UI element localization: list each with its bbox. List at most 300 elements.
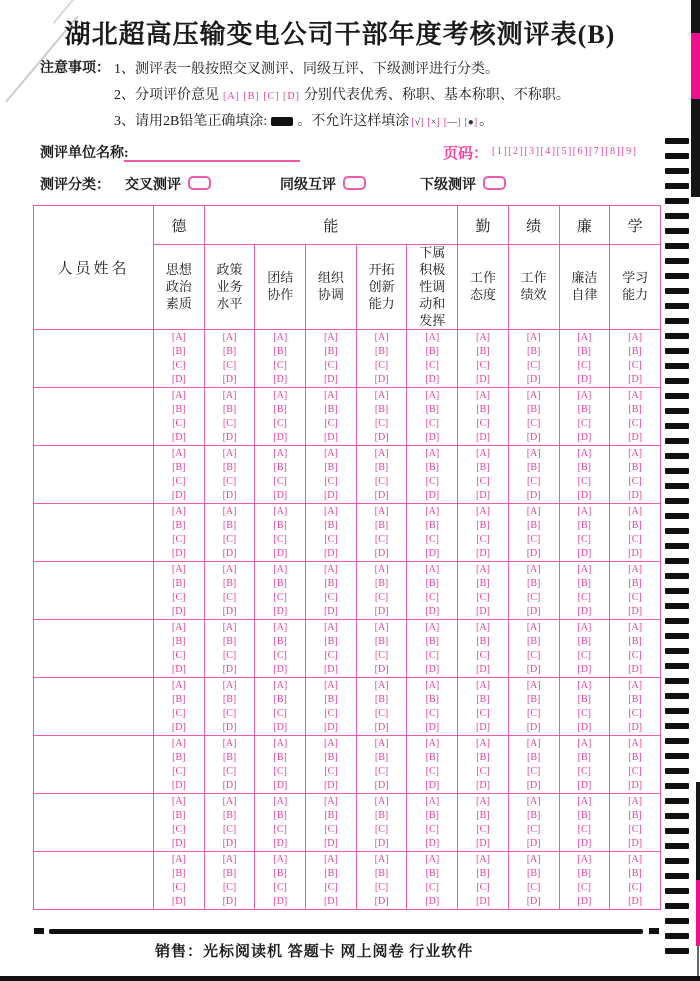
option-bubble[interactable]: [A] bbox=[526, 505, 541, 517]
option-bubble[interactable]: [D] bbox=[425, 431, 440, 443]
option-bubble[interactable]: [A] bbox=[222, 737, 237, 749]
option-bubble[interactable]: [B] bbox=[374, 345, 389, 357]
option-bubble[interactable]: [C] bbox=[577, 475, 592, 487]
option-bubble[interactable]: [A] bbox=[222, 505, 237, 517]
option-bubble[interactable]: [A] bbox=[425, 505, 440, 517]
option-bubble[interactable]: [D] bbox=[323, 489, 338, 501]
option-bubble[interactable]: [B] bbox=[222, 693, 237, 705]
option-bubble[interactable]: [A] bbox=[374, 621, 389, 633]
page-number-options[interactable]: [1][2][3][4][5][6][7][8][9] bbox=[492, 146, 638, 157]
option-bubble[interactable]: [C] bbox=[374, 823, 389, 835]
option-bubble[interactable]: [C] bbox=[628, 359, 642, 371]
option-bubble[interactable]: [B] bbox=[476, 635, 490, 647]
option-bubble[interactable]: [C] bbox=[476, 533, 490, 545]
option-bubble[interactable]: [C] bbox=[628, 475, 642, 487]
option-bubble[interactable]: [C] bbox=[273, 881, 287, 893]
option-bubble[interactable]: [B] bbox=[374, 867, 389, 879]
name-cell[interactable] bbox=[34, 736, 154, 794]
option-bubble[interactable]: [A] bbox=[273, 505, 288, 517]
option-bubble[interactable]: [B] bbox=[628, 403, 642, 415]
option-bubble[interactable]: [A] bbox=[526, 563, 541, 575]
option-bubble[interactable]: [A] bbox=[171, 679, 186, 691]
option-bubble[interactable]: [C] bbox=[324, 707, 338, 719]
option-bubble[interactable]: [B] bbox=[324, 403, 338, 415]
option-bubble[interactable]: [C] bbox=[222, 707, 237, 719]
option-bubble[interactable]: [D] bbox=[476, 373, 490, 385]
option-bubble[interactable]: [A] bbox=[323, 331, 338, 343]
option-bubble[interactable]: [D] bbox=[171, 605, 186, 617]
option-bubble[interactable]: [C] bbox=[577, 417, 592, 429]
option-bubble[interactable]: [B] bbox=[476, 577, 490, 589]
option-bubble[interactable]: [D] bbox=[273, 373, 288, 385]
option-bubble[interactable]: [D] bbox=[577, 605, 592, 617]
option-bubble[interactable]: [B] bbox=[172, 809, 186, 821]
option-bubble[interactable]: [A] bbox=[628, 853, 643, 865]
option-bubble[interactable]: [D] bbox=[425, 547, 440, 559]
option-bubble[interactable]: [C] bbox=[324, 591, 338, 603]
option-bubble[interactable]: [D] bbox=[374, 547, 389, 559]
option-bubble[interactable]: [D] bbox=[628, 779, 643, 791]
option-bubble[interactable]: [B] bbox=[222, 519, 237, 531]
category-checkbox-2[interactable] bbox=[343, 176, 366, 190]
option-bubble[interactable]: [A] bbox=[171, 563, 186, 575]
option-bubble[interactable]: [B] bbox=[425, 867, 439, 879]
option-bubble[interactable]: [A] bbox=[526, 447, 541, 459]
option-bubble[interactable]: [B] bbox=[425, 403, 439, 415]
option-bubble[interactable]: [C] bbox=[577, 881, 592, 893]
option-bubble[interactable]: [D] bbox=[526, 431, 541, 443]
option-bubble[interactable]: [C] bbox=[222, 533, 237, 545]
option-bubble[interactable]: [C] bbox=[324, 533, 338, 545]
option-bubble[interactable]: [A] bbox=[374, 679, 389, 691]
option-bubble[interactable]: [B] bbox=[577, 809, 592, 821]
option-bubble[interactable]: [B] bbox=[476, 867, 490, 879]
option-bubble[interactable]: [B] bbox=[273, 345, 287, 357]
option-bubble[interactable]: [C] bbox=[425, 359, 439, 371]
option-bubble[interactable]: [C] bbox=[273, 417, 287, 429]
option-bubble[interactable]: [C] bbox=[425, 649, 439, 661]
option-bubble[interactable]: [B] bbox=[425, 345, 439, 357]
option-bubble[interactable]: [C] bbox=[324, 649, 338, 661]
option-bubble[interactable]: [D] bbox=[273, 605, 288, 617]
name-cell[interactable] bbox=[34, 852, 154, 910]
option-bubble[interactable]: [A] bbox=[273, 331, 288, 343]
unit-name-input[interactable] bbox=[124, 140, 300, 162]
option-bubble[interactable]: [D] bbox=[577, 895, 592, 907]
option-bubble[interactable]: [B] bbox=[374, 461, 389, 473]
option-bubble[interactable]: [C] bbox=[374, 533, 389, 545]
option-bubble[interactable]: [A] bbox=[526, 679, 541, 691]
option-bubble[interactable]: [D] bbox=[476, 721, 490, 733]
option-bubble[interactable]: [D] bbox=[476, 547, 490, 559]
name-cell[interactable] bbox=[34, 388, 154, 446]
option-bubble[interactable]: [B] bbox=[273, 577, 287, 589]
option-bubble[interactable]: [A] bbox=[628, 563, 643, 575]
option-bubble[interactable]: [C] bbox=[374, 475, 389, 487]
name-cell[interactable] bbox=[34, 678, 154, 736]
option-bubble[interactable]: [B] bbox=[526, 635, 541, 647]
option-bubble[interactable]: [A] bbox=[628, 331, 643, 343]
option-bubble[interactable]: [A] bbox=[323, 621, 338, 633]
option-bubble[interactable]: [D] bbox=[374, 663, 389, 675]
name-cell[interactable] bbox=[34, 446, 154, 504]
option-bubble[interactable]: [B] bbox=[476, 519, 490, 531]
option-bubble[interactable]: [D] bbox=[273, 779, 288, 791]
option-bubble[interactable]: [A] bbox=[171, 447, 186, 459]
option-bubble[interactable]: [A] bbox=[323, 389, 338, 401]
option-bubble[interactable]: [C] bbox=[425, 823, 439, 835]
option-bubble[interactable]: [D] bbox=[526, 779, 541, 791]
option-bubble[interactable]: [C] bbox=[577, 823, 592, 835]
option-bubble[interactable]: [D] bbox=[222, 721, 237, 733]
option-bubble[interactable]: [C] bbox=[172, 359, 186, 371]
option-bubble[interactable]: [B] bbox=[172, 403, 186, 415]
option-bubble[interactable]: [B] bbox=[324, 867, 338, 879]
option-bubble[interactable]: [A] bbox=[628, 795, 643, 807]
option-bubble[interactable]: [C] bbox=[526, 649, 541, 661]
option-bubble[interactable]: [B] bbox=[628, 519, 642, 531]
option-bubble[interactable]: [B] bbox=[425, 577, 439, 589]
option-bubble[interactable]: [A] bbox=[273, 563, 288, 575]
option-bubble[interactable]: [D] bbox=[222, 489, 237, 501]
option-bubble[interactable]: [D] bbox=[374, 431, 389, 443]
option-bubble[interactable]: [D] bbox=[323, 721, 338, 733]
option-bubble[interactable]: [D] bbox=[628, 489, 643, 501]
option-bubble[interactable]: [C] bbox=[172, 881, 186, 893]
option-bubble[interactable]: [D] bbox=[425, 779, 440, 791]
option-bubble[interactable]: [D] bbox=[425, 721, 440, 733]
option-bubble[interactable]: [D] bbox=[323, 779, 338, 791]
option-bubble[interactable]: [C] bbox=[526, 591, 541, 603]
option-bubble[interactable]: [C] bbox=[324, 765, 338, 777]
option-bubble[interactable]: [D] bbox=[171, 431, 186, 443]
option-bubble[interactable]: [B] bbox=[172, 693, 186, 705]
option-bubble[interactable]: [A] bbox=[425, 679, 440, 691]
option-bubble[interactable]: [C] bbox=[273, 475, 287, 487]
option-bubble[interactable]: [A] bbox=[526, 853, 541, 865]
option-bubble[interactable]: [C] bbox=[273, 359, 287, 371]
option-bubble[interactable]: [D] bbox=[171, 663, 186, 675]
option-bubble[interactable]: [B] bbox=[476, 403, 490, 415]
option-bubble[interactable]: [C] bbox=[172, 417, 186, 429]
option-bubble[interactable]: [A] bbox=[526, 737, 541, 749]
option-bubble[interactable]: [A] bbox=[374, 447, 389, 459]
option-bubble[interactable]: [B] bbox=[526, 519, 541, 531]
option-bubble[interactable]: [A] bbox=[476, 447, 490, 459]
option-bubble[interactable]: [D] bbox=[374, 779, 389, 791]
option-bubble[interactable]: [B] bbox=[324, 809, 338, 821]
option-bubble[interactable]: [A] bbox=[171, 737, 186, 749]
option-bubble[interactable]: [D] bbox=[476, 663, 490, 675]
option-bubble[interactable]: [A] bbox=[273, 621, 288, 633]
option-bubble[interactable]: [C] bbox=[526, 823, 541, 835]
option-bubble[interactable]: [D] bbox=[526, 895, 541, 907]
option-bubble[interactable]: [A] bbox=[577, 621, 592, 633]
option-bubble[interactable]: [D] bbox=[374, 721, 389, 733]
option-bubble[interactable]: [A] bbox=[323, 447, 338, 459]
option-bubble[interactable]: [D] bbox=[577, 547, 592, 559]
option-bubble[interactable]: [A] bbox=[171, 795, 186, 807]
option-bubble[interactable]: [B] bbox=[628, 345, 642, 357]
option-bubble[interactable]: [D] bbox=[323, 605, 338, 617]
option-bubble[interactable]: [C] bbox=[425, 533, 439, 545]
option-bubble[interactable]: [C] bbox=[273, 591, 287, 603]
option-bubble[interactable]: [A] bbox=[476, 331, 490, 343]
option-bubble[interactable]: [C] bbox=[172, 765, 186, 777]
option-bubble[interactable]: [A] bbox=[425, 621, 440, 633]
option-bubble[interactable]: [D] bbox=[526, 373, 541, 385]
option-bubble[interactable]: [B] bbox=[222, 345, 237, 357]
category-checkbox-3[interactable] bbox=[483, 176, 506, 190]
option-bubble[interactable]: [B] bbox=[526, 809, 541, 821]
option-bubble[interactable]: [D] bbox=[526, 489, 541, 501]
option-bubble[interactable]: [B] bbox=[577, 635, 592, 647]
option-bubble[interactable]: [A] bbox=[222, 331, 237, 343]
option-bubble[interactable]: [B] bbox=[577, 461, 592, 473]
option-bubble[interactable]: [A] bbox=[425, 563, 440, 575]
option-bubble[interactable]: [C] bbox=[374, 417, 389, 429]
option-bubble[interactable]: [A] bbox=[425, 795, 440, 807]
option-bubble[interactable]: [D] bbox=[323, 837, 338, 849]
option-bubble[interactable]: [C] bbox=[628, 707, 642, 719]
option-bubble[interactable]: [D] bbox=[273, 431, 288, 443]
option-bubble[interactable]: [D] bbox=[222, 373, 237, 385]
option-bubble[interactable]: [B] bbox=[172, 867, 186, 879]
option-bubble[interactable]: [A] bbox=[476, 795, 490, 807]
option-bubble[interactable]: [B] bbox=[273, 461, 287, 473]
option-bubble[interactable]: [D] bbox=[171, 837, 186, 849]
option-bubble[interactable]: [B] bbox=[577, 577, 592, 589]
option-bubble[interactable]: [D] bbox=[425, 605, 440, 617]
option-bubble[interactable]: [A] bbox=[222, 389, 237, 401]
option-bubble[interactable]: [C] bbox=[577, 359, 592, 371]
option-bubble[interactable]: [D] bbox=[425, 373, 440, 385]
option-bubble[interactable]: [A] bbox=[628, 447, 643, 459]
option-bubble[interactable]: [D] bbox=[323, 373, 338, 385]
option-bubble[interactable]: [B] bbox=[425, 519, 439, 531]
option-bubble[interactable]: [C] bbox=[628, 649, 642, 661]
option-bubble[interactable]: [A] bbox=[577, 737, 592, 749]
option-bubble[interactable]: [A] bbox=[171, 621, 186, 633]
option-bubble[interactable]: [B] bbox=[628, 867, 642, 879]
option-bubble[interactable]: [D] bbox=[323, 663, 338, 675]
option-bubble[interactable]: [A] bbox=[323, 795, 338, 807]
option-bubble[interactable]: [C] bbox=[273, 765, 287, 777]
option-bubble[interactable]: [B] bbox=[222, 867, 237, 879]
option-bubble[interactable]: [B] bbox=[526, 867, 541, 879]
option-bubble[interactable]: [A] bbox=[374, 563, 389, 575]
option-bubble[interactable]: [C] bbox=[324, 359, 338, 371]
option-bubble[interactable]: [B] bbox=[172, 635, 186, 647]
option-bubble[interactable]: [C] bbox=[476, 881, 490, 893]
option-bubble[interactable]: [D] bbox=[628, 837, 643, 849]
option-bubble[interactable]: [D] bbox=[222, 431, 237, 443]
option-bubble[interactable]: [A] bbox=[273, 447, 288, 459]
option-bubble[interactable]: [D] bbox=[577, 837, 592, 849]
option-bubble[interactable]: [C] bbox=[273, 707, 287, 719]
option-bubble[interactable]: [C] bbox=[222, 591, 237, 603]
option-bubble[interactable]: [B] bbox=[628, 693, 642, 705]
option-bubble[interactable]: [D] bbox=[222, 663, 237, 675]
option-bubble[interactable]: [C] bbox=[628, 591, 642, 603]
option-bubble[interactable]: [C] bbox=[628, 533, 642, 545]
option-bubble[interactable]: [A] bbox=[374, 853, 389, 865]
option-bubble[interactable]: [B] bbox=[324, 635, 338, 647]
option-bubble[interactable]: [A] bbox=[628, 737, 643, 749]
option-bubble[interactable]: [D] bbox=[273, 663, 288, 675]
option-bubble[interactable]: [C] bbox=[172, 475, 186, 487]
option-bubble[interactable]: [C] bbox=[425, 707, 439, 719]
option-bubble[interactable]: [C] bbox=[374, 881, 389, 893]
option-bubble[interactable]: [C] bbox=[273, 649, 287, 661]
option-bubble[interactable]: [B] bbox=[526, 577, 541, 589]
option-bubble[interactable]: [D] bbox=[171, 779, 186, 791]
option-bubble[interactable]: [B] bbox=[273, 751, 287, 763]
option-bubble[interactable]: [D] bbox=[273, 895, 288, 907]
option-bubble[interactable]: [C] bbox=[476, 649, 490, 661]
option-bubble[interactable]: [B] bbox=[273, 693, 287, 705]
option-bubble[interactable]: [A] bbox=[222, 563, 237, 575]
option-bubble[interactable]: [B] bbox=[324, 461, 338, 473]
option-bubble[interactable]: [C] bbox=[374, 765, 389, 777]
option-bubble[interactable]: [A] bbox=[628, 679, 643, 691]
option-bubble[interactable]: [B] bbox=[324, 577, 338, 589]
option-bubble[interactable]: [D] bbox=[374, 895, 389, 907]
option-bubble[interactable]: [A] bbox=[374, 737, 389, 749]
option-bubble[interactable]: [D] bbox=[374, 373, 389, 385]
option-bubble[interactable]: [A] bbox=[476, 563, 490, 575]
option-bubble[interactable]: [A] bbox=[171, 389, 186, 401]
option-bubble[interactable]: [D] bbox=[425, 489, 440, 501]
option-bubble[interactable]: [C] bbox=[526, 475, 541, 487]
option-bubble[interactable]: [C] bbox=[172, 591, 186, 603]
option-bubble[interactable]: [B] bbox=[577, 867, 592, 879]
option-bubble[interactable]: [C] bbox=[324, 417, 338, 429]
option-bubble[interactable]: [A] bbox=[425, 389, 440, 401]
option-bubble[interactable]: [C] bbox=[476, 823, 490, 835]
option-bubble[interactable]: [A] bbox=[374, 331, 389, 343]
option-bubble[interactable]: [A] bbox=[628, 505, 643, 517]
option-bubble[interactable]: [A] bbox=[222, 853, 237, 865]
option-bubble[interactable]: [A] bbox=[323, 853, 338, 865]
option-bubble[interactable]: [A] bbox=[273, 389, 288, 401]
option-bubble[interactable]: [C] bbox=[577, 533, 592, 545]
option-bubble[interactable]: [A] bbox=[425, 737, 440, 749]
option-bubble[interactable]: [A] bbox=[628, 621, 643, 633]
option-bubble[interactable]: [B] bbox=[374, 519, 389, 531]
option-bubble[interactable]: [B] bbox=[374, 751, 389, 763]
option-bubble[interactable]: [D] bbox=[628, 895, 643, 907]
option-bubble[interactable]: [D] bbox=[476, 779, 490, 791]
option-bubble[interactable]: [A] bbox=[222, 679, 237, 691]
option-bubble[interactable]: [A] bbox=[374, 389, 389, 401]
option-bubble[interactable]: [A] bbox=[577, 679, 592, 691]
option-bubble[interactable]: [B] bbox=[273, 403, 287, 415]
option-bubble[interactable]: [C] bbox=[526, 417, 541, 429]
option-bubble[interactable]: [B] bbox=[425, 635, 439, 647]
option-bubble[interactable]: [D] bbox=[323, 547, 338, 559]
option-bubble[interactable]: [B] bbox=[222, 461, 237, 473]
option-bubble[interactable]: [A] bbox=[273, 679, 288, 691]
option-bubble[interactable]: [A] bbox=[273, 795, 288, 807]
option-bubble[interactable]: [C] bbox=[526, 359, 541, 371]
option-bubble[interactable]: [A] bbox=[222, 621, 237, 633]
option-bubble[interactable]: [B] bbox=[476, 693, 490, 705]
option-bubble[interactable]: [D] bbox=[323, 431, 338, 443]
option-bubble[interactable]: [C] bbox=[476, 359, 490, 371]
option-bubble[interactable]: [A] bbox=[222, 447, 237, 459]
option-bubble[interactable]: [A] bbox=[526, 621, 541, 633]
option-bubble[interactable]: [D] bbox=[374, 489, 389, 501]
option-bubble[interactable]: [D] bbox=[526, 547, 541, 559]
option-bubble[interactable]: [B] bbox=[273, 809, 287, 821]
option-bubble[interactable]: [D] bbox=[374, 605, 389, 617]
option-bubble[interactable]: [A] bbox=[526, 331, 541, 343]
option-bubble[interactable]: [D] bbox=[273, 721, 288, 733]
option-bubble[interactable]: [C] bbox=[476, 707, 490, 719]
option-bubble[interactable]: [C] bbox=[577, 591, 592, 603]
option-bubble[interactable]: [C] bbox=[374, 359, 389, 371]
option-bubble[interactable]: [C] bbox=[172, 533, 186, 545]
option-bubble[interactable]: [C] bbox=[222, 823, 237, 835]
option-bubble[interactable]: [C] bbox=[476, 765, 490, 777]
option-bubble[interactable]: [D] bbox=[476, 431, 490, 443]
option-bubble[interactable]: [C] bbox=[324, 881, 338, 893]
option-bubble[interactable]: [D] bbox=[273, 489, 288, 501]
option-bubble[interactable]: [C] bbox=[222, 359, 237, 371]
option-bubble[interactable]: [D] bbox=[628, 663, 643, 675]
option-bubble[interactable]: [D] bbox=[171, 489, 186, 501]
option-bubble[interactable]: [B] bbox=[222, 635, 237, 647]
option-bubble[interactable]: [B] bbox=[374, 809, 389, 821]
option-bubble[interactable]: [C] bbox=[628, 417, 642, 429]
option-bubble[interactable]: [B] bbox=[172, 345, 186, 357]
option-bubble[interactable]: [B] bbox=[324, 519, 338, 531]
option-bubble[interactable]: [B] bbox=[526, 461, 541, 473]
option-bubble[interactable]: [B] bbox=[273, 867, 287, 879]
option-bubble[interactable]: [C] bbox=[526, 533, 541, 545]
option-bubble[interactable]: [C] bbox=[374, 649, 389, 661]
option-bubble[interactable]: [D] bbox=[222, 547, 237, 559]
option-bubble[interactable]: [C] bbox=[172, 707, 186, 719]
option-bubble[interactable]: [B] bbox=[476, 345, 490, 357]
option-bubble[interactable]: [C] bbox=[222, 649, 237, 661]
option-bubble[interactable]: [C] bbox=[628, 765, 642, 777]
option-bubble[interactable]: [D] bbox=[526, 837, 541, 849]
option-bubble[interactable]: [C] bbox=[222, 475, 237, 487]
option-bubble[interactable]: [C] bbox=[526, 881, 541, 893]
option-bubble[interactable]: [A] bbox=[577, 331, 592, 343]
option-bubble[interactable]: [C] bbox=[324, 823, 338, 835]
option-bubble[interactable]: [A] bbox=[476, 505, 490, 517]
option-bubble[interactable]: [A] bbox=[374, 505, 389, 517]
option-bubble[interactable]: [B] bbox=[374, 635, 389, 647]
option-bubble[interactable]: [C] bbox=[374, 591, 389, 603]
option-bubble[interactable]: [B] bbox=[222, 577, 237, 589]
option-bubble[interactable]: [A] bbox=[273, 737, 288, 749]
option-bubble[interactable]: [D] bbox=[476, 489, 490, 501]
option-bubble[interactable]: [D] bbox=[171, 547, 186, 559]
option-bubble[interactable]: [B] bbox=[273, 635, 287, 647]
option-bubble[interactable]: [D] bbox=[526, 721, 541, 733]
option-bubble[interactable]: [D] bbox=[222, 895, 237, 907]
option-bubble[interactable]: [D] bbox=[222, 779, 237, 791]
option-bubble[interactable]: [C] bbox=[476, 475, 490, 487]
option-bubble[interactable]: [A] bbox=[476, 737, 490, 749]
option-bubble[interactable]: [B] bbox=[476, 809, 490, 821]
option-bubble[interactable]: [C] bbox=[526, 707, 541, 719]
option-bubble[interactable]: [C] bbox=[425, 765, 439, 777]
